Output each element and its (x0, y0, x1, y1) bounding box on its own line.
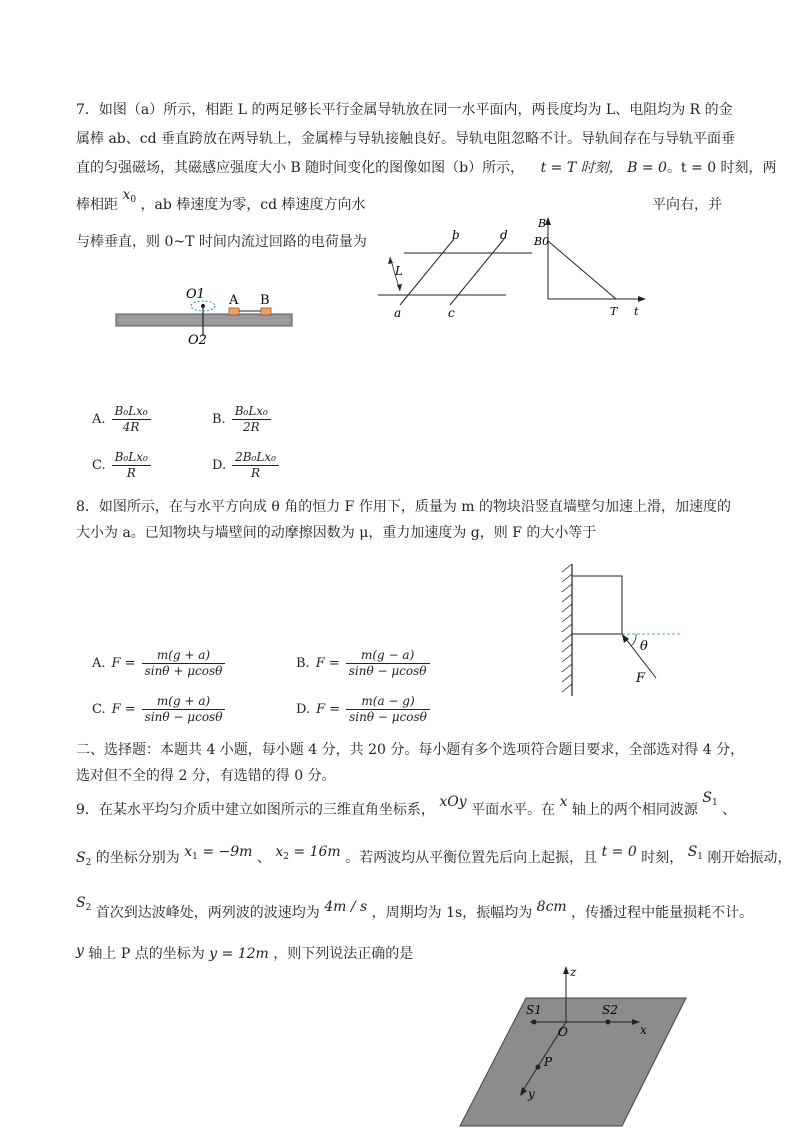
q7-line-4: 棒相距 $x_0$ ，ab 棒速度为零，cd 棒速度方向水 (76, 187, 366, 213)
q9-line-4: y 轴上 P 点的坐标为 y = 12m ，则下列说法正确的是 (76, 943, 414, 962)
turntable-b-label: B (260, 293, 270, 308)
plane-y-label: y (528, 1087, 535, 1101)
q8-option-a[interactable]: A. F = $\frac{m(g + a)}{\sin\theta + \mu\cos\theta}$ (92, 648, 225, 679)
q7-option-a[interactable]: A. $\frac{\text{B₀Lx₀}}{4R}$ (92, 404, 151, 435)
q7-line-2: 属棒 ab、cd 垂直跨放在两导轨上，金属棒与导轨接触良好。导轨电阻忽略不计。导轨间存在与导轨平面垂 (76, 131, 736, 147)
b-t-graph (532, 215, 650, 320)
section-2-line-2: 选对但不全的得 2 分，有选错的得 0 分。 (76, 768, 336, 784)
graph-t-tick-label: T (610, 305, 618, 318)
graph-b0-label: B0 (534, 235, 550, 248)
q9-line-2: $S_2$ 的坐标分别为 $x_1 = -9m$ 、 $x_2 = 16m$ 。若两波均从平衡位置先后向上起振，且 t = 0 时刻， $S_1$ 刚开始振动， (76, 844, 792, 868)
rails-b-label: b (452, 228, 460, 242)
graph-b-axis-label: B (538, 217, 547, 230)
q8-line-1: 8．如图所示，在与水平方向成 θ 角的恒力 F 作用下，质量为 m 的物块沿竖直墙壁匀加速上滑，加速度的 (76, 499, 732, 515)
q7-option-d[interactable]: D. $\frac{\text{2B₀Lx₀}}{R}$ (212, 450, 279, 481)
plane-z-label: z (570, 965, 577, 979)
section-2-line-1: 二、选择题：本题共 4 小题，每小题 4 分，共 20 分。每小题有多个选项符合题目要求，全部选对得 4 分， (76, 742, 745, 758)
rails-d-label: d (500, 228, 508, 242)
turntable-a-label: A (229, 293, 239, 308)
q9-line-3: $S_2$ 首次到达波峰处，两列波的波速均为 4m / s ，周期均为 1s，振幅均为 8cm ，传播过程中能量损耗不计。 (76, 895, 754, 921)
turntable-o1-label: O1 (186, 287, 205, 302)
q7-line-1: 7．如图（a）所示，相距 L 的两足够长平行金属导轨放在同一水平面内，两長度均为 L、电阻均为 R 的金 (76, 102, 733, 118)
wall-f-label: F (636, 671, 646, 686)
rails-l-label: L (395, 264, 403, 278)
turntable-figure (110, 282, 300, 352)
q8-line-2: 大小为 a。已知物块与墙壁间的动摩擦因数为 μ，重力加速度为 g，则 F 的大小等于 (76, 525, 597, 541)
rails-a-label: a (394, 306, 402, 320)
coordinate-plane-figure (456, 962, 696, 1132)
q9-line-1: 9．在某水平均匀介质中建立如图所示的三维直角坐标系， xOy 平面水平。在 x 轴上的两个相同波源 $S_1$ 、 (76, 790, 737, 818)
q8-option-d[interactable]: D. F = $\frac{m(a - g)}{\sin\theta - \mu\cos\theta}$ (296, 694, 430, 725)
q8-option-c[interactable]: C. F = $\frac{m(g + a)}{\sin\theta - \mu\cos\theta}$ (92, 694, 225, 725)
plane-x-label: x (640, 1023, 647, 1037)
q7-option-c[interactable]: C. $\frac{\text{B₀Lx₀}}{R}$ (92, 450, 151, 481)
wall-theta-label: θ (640, 639, 648, 654)
plane-s1-label: S1 (526, 1003, 542, 1017)
q8-option-b[interactable]: B. F = $\frac{m(g - a)}{\sin\theta - \mu\cos\theta}$ (296, 648, 430, 679)
wall-block-figure (556, 560, 690, 700)
graph-t-axis-label: t (634, 305, 639, 318)
q7-line-5: 与棒垂直，则 0~T 时间内流过回路的电荷量为 (76, 234, 367, 250)
plane-p-label: P (544, 1055, 553, 1069)
plane-o-label: O (558, 1025, 568, 1039)
q7-option-b[interactable]: B. $\frac{\text{B₀Lx₀}}{2R}$ (212, 404, 271, 435)
turntable-o2-label: O2 (188, 333, 207, 348)
plane-s2-label: S2 (602, 1003, 618, 1017)
rails-figure (370, 225, 540, 320)
q7-line-3: 直的匀强磁场，其磁感应强度大小 B 随时间变化的图像如图（b）所示， t = T 时刻， B = 0。t = 0 时刻，两 (76, 160, 777, 176)
rails-c-label: c (448, 306, 455, 320)
q7-line-4-end: 平向右，并 (652, 197, 722, 213)
